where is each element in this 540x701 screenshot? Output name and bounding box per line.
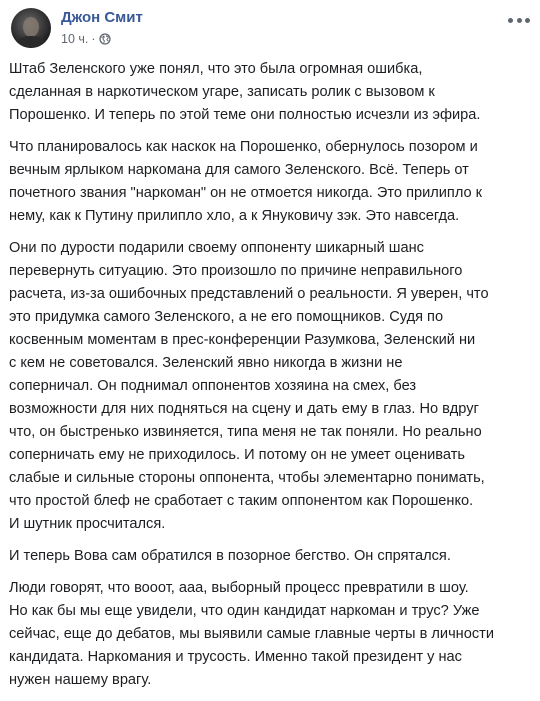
post-timestamp-link[interactable]: 10 ч.: [61, 32, 89, 46]
post-text-line: с кем не советовался. Зеленский явно никогда в жизни не: [9, 355, 403, 371]
post-text-line: Что планировалось как наскок на Порошенко, обернулось позором и: [9, 139, 478, 155]
post-header: [0, 0, 540, 60]
post-text-line: почетного звания "наркоман" он не отмоется никогда. Это прилипло к: [9, 185, 483, 201]
post-text-line: косвенным моментам в прес-конференции Разумкова, Зеленский ни: [9, 332, 476, 348]
post-text-line: Порошенко. И теперь по этой теме они полностью исчезли из эфира.: [9, 107, 481, 123]
more-options-icon[interactable]: [508, 14, 530, 26]
post-paragraph: [9, 136, 533, 228]
post-text-line: сделанная в наркотическом угаре, записать ролик с вызовом к: [9, 84, 435, 100]
post-text-line: вечным ярлыком наркомана для самого Зеленского. Всё. Теперь от: [9, 162, 469, 178]
post-text-line: нему, как к Путину прилипло хло, а к Януковичу зэк. Это навсегда.: [9, 208, 460, 224]
post-text-line: что простой блеф не сработает с таким оппонентом как Порошенко.: [9, 493, 474, 509]
more-dot: [508, 18, 513, 23]
avatar-shoulder: [15, 36, 47, 48]
post-text-line: соперничал. Он поднимал оппонентов хозяина на смех, без: [9, 378, 417, 394]
post-text-line: слабые и сильные стороны оппонента, чтобы элементарно понимать,: [9, 470, 485, 486]
post-text-line: перевернуть ситуацию. Это произошло по причине неправильного: [9, 263, 463, 279]
post-text-line: Люди говорят, что вооот, ааа, выборный процесс превратили в шоу.: [9, 580, 469, 596]
post-text-line: соперничать ему не приходилось. И потому он не умеет оценивать: [9, 447, 465, 463]
post-text-line: Они по дурости подарили своему оппоненту шикарный шанс: [9, 240, 424, 256]
post-paragraph: [9, 545, 533, 568]
post-text-line: что, он быстренько извиняется, типа меня не так поняли. Но реально: [9, 424, 482, 440]
post-paragraph: [9, 577, 533, 692]
post-text-line: сейчас, еще до дебатов, мы выявили самые главные черты в личности: [9, 626, 494, 642]
post-text-line: возможности для них подняться на сцену и дать ему в глаз. Но вдруг: [9, 401, 479, 417]
post-text-line: И теперь Вова сам обратился в позорное бегство. Он спрятался.: [9, 548, 451, 564]
post-text-line: это придумка самого Зеленского, а не его помощников. Судя по: [9, 309, 444, 325]
post-paragraph: [9, 237, 533, 536]
post-text-line: кандидата. Наркомания и трусость. Именно такой президент у нас: [9, 649, 462, 665]
post-paragraph: [9, 58, 533, 127]
post-text-line: нужен нашему врагу.: [9, 672, 152, 688]
avatar[interactable]: [11, 8, 51, 48]
post-text: [9, 58, 533, 701]
post-text-line: И шутник просчитался.: [9, 516, 166, 532]
post-meta: [61, 31, 111, 47]
author-name-link[interactable]: Джон Смит: [61, 9, 143, 26]
globe-icon[interactable]: [99, 33, 111, 45]
post-text-line: Но как бы мы еще увидели, что один кандидат наркоман и трус? Уже: [9, 603, 480, 619]
more-dot: [525, 18, 530, 23]
avatar-face: [23, 17, 39, 37]
meta-separator: ·: [91, 32, 96, 46]
post-text-line: Штаб Зеленского уже понял, что это была огромная ошибка,: [9, 61, 423, 77]
post-text-line: расчета, из-за ошибочных представлений о реальности. Я уверен, что: [9, 286, 489, 302]
more-dot: [517, 18, 522, 23]
